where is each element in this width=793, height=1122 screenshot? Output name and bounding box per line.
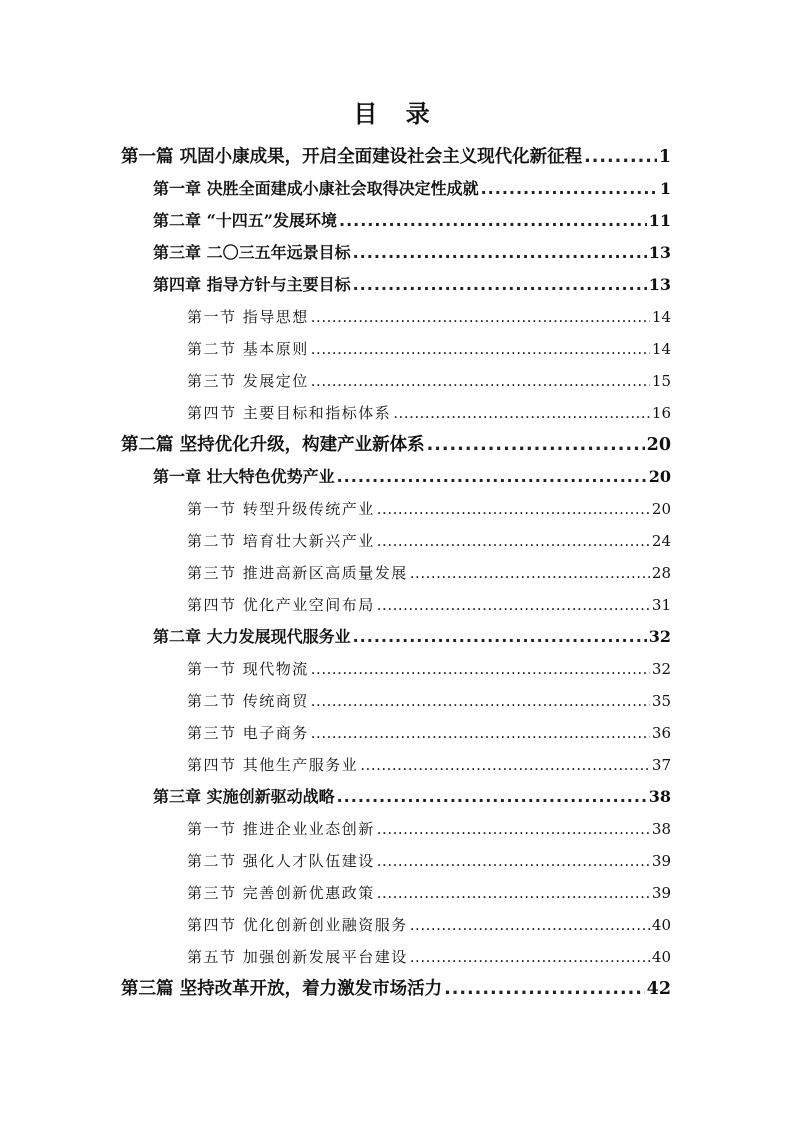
toc-entry-page-number: 14 <box>651 340 671 358</box>
toc-entry-page-number: 40 <box>651 948 671 966</box>
toc-entry-label: 第三章 二〇三五年远景目标 <box>153 243 351 262</box>
toc-entry-label: 第二节 基本原则 <box>187 340 309 358</box>
toc-chapter-entry[interactable] <box>153 270 671 300</box>
toc-entry-page-number: 20 <box>651 500 671 518</box>
toc-entry-page-number: 32 <box>651 660 671 678</box>
dot-leader <box>311 302 650 332</box>
dot-leader <box>353 622 647 652</box>
toc-entry-label: 第二章 “十四五”发展环境 <box>153 211 337 230</box>
toc-entry-label: 第三篇 坚持改革开放，着力激发市场活力 <box>121 979 443 999</box>
toc-section-entry[interactable] <box>187 366 671 396</box>
toc-entry-label: 第三章 实施创新驱动战略 <box>153 787 335 806</box>
dot-leader <box>339 206 647 236</box>
toc-entry-page-number: 32 <box>648 627 671 646</box>
toc-entry-label: 第四章 指导方针与主要目标 <box>153 275 351 294</box>
toc-entry-label: 第二节 传统商贸 <box>187 692 309 710</box>
dot-leader <box>360 750 650 780</box>
dot-leader <box>481 174 658 204</box>
dot-leader <box>584 142 657 172</box>
toc-entry-label: 第一节 现代物流 <box>187 660 309 678</box>
toc-entry-label: 第一节 指导思想 <box>187 308 309 326</box>
toc-entry-label: 第一节 推进企业业态创新 <box>187 820 375 838</box>
toc-entry-page-number: 13 <box>648 243 671 262</box>
toc-section-entry[interactable] <box>187 686 671 716</box>
toc-entry-label: 第四节 优化产业空间布局 <box>187 596 375 614</box>
toc-entry-page-number: 1 <box>659 179 671 198</box>
toc-part-entry[interactable] <box>121 142 671 172</box>
toc-section-entry[interactable] <box>187 334 671 364</box>
toc-entry-label: 第三节 发展定位 <box>187 372 309 390</box>
toc-entry-page-number: 38 <box>651 820 671 838</box>
toc-entry-page-number: 11 <box>648 211 671 230</box>
toc-title: 目 录 <box>353 99 440 128</box>
toc-entry-label: 第三节 完善创新优惠政策 <box>187 884 375 902</box>
dot-leader <box>410 942 650 972</box>
toc-entry-label: 第四节 优化创新创业融资服务 <box>187 916 408 934</box>
toc-section-entry[interactable] <box>187 878 671 908</box>
toc-chapter-entry[interactable] <box>153 782 671 812</box>
toc-section-entry[interactable] <box>187 654 671 684</box>
toc-section-entry[interactable] <box>187 590 671 620</box>
toc-section-entry[interactable] <box>187 942 671 972</box>
toc-section-entry[interactable] <box>187 302 671 332</box>
toc-section-entry[interactable] <box>187 910 671 940</box>
toc-part-entry[interactable] <box>121 974 671 1004</box>
toc-entry-page-number: 28 <box>651 564 671 582</box>
toc-entry-page-number: 15 <box>651 372 671 390</box>
toc-chapter-entry[interactable] <box>153 238 671 268</box>
dot-leader <box>410 558 650 588</box>
dot-leader <box>410 910 650 940</box>
dot-leader <box>311 366 650 396</box>
toc-entry-page-number: 35 <box>651 692 671 710</box>
dot-leader <box>311 334 650 364</box>
toc-chapter-entry[interactable] <box>153 622 671 652</box>
toc-chapter-entry[interactable] <box>153 462 671 492</box>
dot-leader <box>377 878 650 908</box>
toc-part-entry[interactable] <box>121 430 671 460</box>
toc-entry-label: 第二节 强化人才队伍建设 <box>187 852 375 870</box>
toc-section-entry[interactable] <box>187 526 671 556</box>
dot-leader <box>377 526 650 556</box>
dot-leader <box>337 782 647 812</box>
toc-entry-page-number: 31 <box>651 596 671 614</box>
toc-entry-label: 第五节 加强创新发展平台建设 <box>187 948 408 966</box>
toc-entry-label: 第一章 决胜全面建成小康社会取得决定性成就 <box>153 179 479 198</box>
dot-leader <box>377 590 650 620</box>
toc-entry-label: 第一篇 巩固小康成果，开启全面建设社会主义现代化新征程 <box>121 147 583 167</box>
toc-entry-page-number: 37 <box>651 756 671 774</box>
dot-leader <box>377 846 650 876</box>
dot-leader <box>311 654 650 684</box>
toc-section-entry[interactable] <box>187 558 671 588</box>
toc-entry-page-number: 42 <box>646 979 671 999</box>
toc-chapter-entry[interactable] <box>153 174 671 204</box>
toc-entry-label: 第四节 主要目标和指标体系 <box>187 404 392 422</box>
toc-entry-label: 第一节 转型升级传统产业 <box>187 500 375 518</box>
toc-section-entry[interactable] <box>187 814 671 844</box>
toc-entry-page-number: 38 <box>648 787 671 806</box>
toc-entry-page-number: 13 <box>648 275 671 294</box>
toc-entry-page-number: 39 <box>651 852 671 870</box>
toc-entry-page-number: 1 <box>658 147 671 167</box>
toc-entry-page-number: 14 <box>651 308 671 326</box>
toc-entry-label: 第一章 壮大特色优势产业 <box>153 467 335 486</box>
toc-entry-label: 第二节 培育壮大新兴产业 <box>187 532 375 550</box>
dot-leader <box>427 430 645 460</box>
dot-leader <box>353 270 647 300</box>
dot-leader <box>311 686 650 716</box>
toc-chapter-entry[interactable] <box>153 206 671 236</box>
toc-section-entry[interactable] <box>187 750 671 780</box>
dot-leader <box>377 814 650 844</box>
dot-leader <box>337 462 647 492</box>
toc-section-entry[interactable] <box>187 718 671 748</box>
dot-leader <box>353 238 647 268</box>
toc-entry-page-number: 20 <box>646 435 671 455</box>
toc-entry-label: 第二篇 坚持优化升级，构建产业新体系 <box>121 435 425 455</box>
toc-entry-page-number: 16 <box>651 404 671 422</box>
dot-leader <box>377 494 650 524</box>
toc-section-entry[interactable] <box>187 494 671 524</box>
dot-leader <box>393 398 650 428</box>
toc-entry-page-number: 20 <box>648 467 671 486</box>
toc-entry-page-number: 39 <box>651 884 671 902</box>
toc-entry-label: 第三节 推进高新区高质量发展 <box>187 564 408 582</box>
toc-entry-page-number: 36 <box>651 724 671 742</box>
toc-entry-label: 第二章 大力发展现代服务业 <box>153 627 351 646</box>
toc-entry-page-number: 24 <box>651 532 671 550</box>
toc-entry-page-number: 40 <box>651 916 671 934</box>
toc-entry-label: 第四节 其他生产服务业 <box>187 756 359 774</box>
dot-leader <box>311 718 650 748</box>
toc-section-entry[interactable] <box>187 398 671 428</box>
dot-leader <box>444 974 645 1004</box>
toc-entry-label: 第三节 电子商务 <box>187 724 309 742</box>
toc-section-entry[interactable] <box>187 846 671 876</box>
